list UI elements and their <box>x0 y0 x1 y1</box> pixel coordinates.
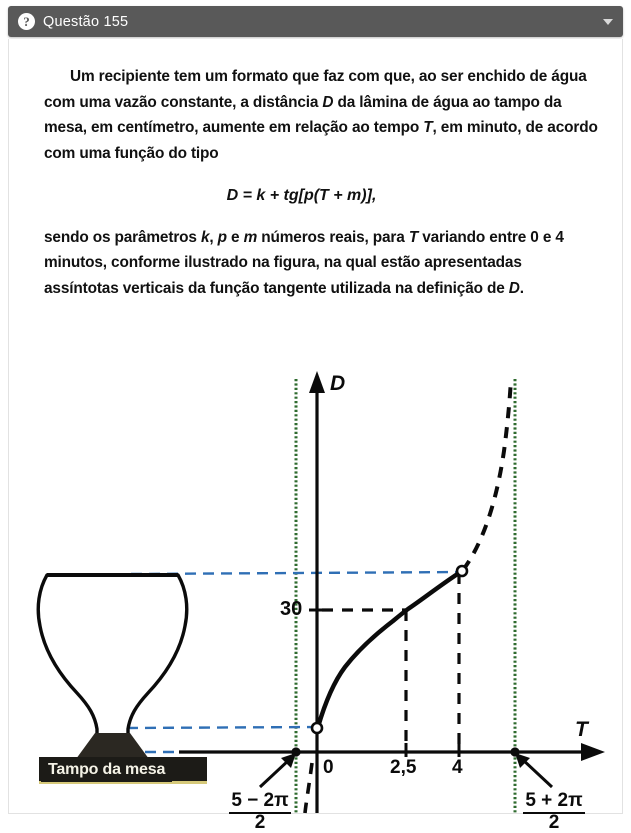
goblet-shaped-container-outline <box>38 575 187 735</box>
chevron-down-icon[interactable] <box>603 19 613 25</box>
asymptote-right-denominator: 2 <box>548 811 560 833</box>
formula-display <box>44 183 599 209</box>
statement-p1-c: , em minuto, de acordo com uma função do tipo <box>44 119 598 162</box>
pointer-arrow-left-shaft <box>260 759 290 787</box>
statement-paragraph-2 <box>44 225 599 302</box>
table-top-caption: Tampo da mesa <box>41 759 172 784</box>
guide-line-top <box>131 572 465 574</box>
question-body-panel <box>8 39 623 833</box>
var-p: p <box>217 228 227 246</box>
var-T-2: T <box>408 228 419 246</box>
figure-graph-and-vessel <box>9 331 622 833</box>
question-header-bar[interactable] <box>8 6 623 37</box>
table-top-wedge <box>76 733 149 759</box>
pointer-arrow-right-shaft <box>522 759 552 787</box>
asymptote-right-numerator: 5 + 2π <box>523 790 584 814</box>
curve-main-solid <box>318 571 462 727</box>
asymptote-right-label <box>509 791 599 833</box>
curve-branch-lower-dashed <box>305 763 312 813</box>
statement-p1-b: da lâmina de água ao tampo da mesa, em centímetro, aumente em relação ao tempo <box>44 93 562 136</box>
curve-end-open-circle <box>457 566 467 576</box>
asymptote-left-label <box>215 791 305 833</box>
asymptote-left-numerator: 5 − 2π <box>229 790 290 814</box>
axis-D-label: D <box>330 372 346 395</box>
axis-T-arrowhead <box>581 743 605 761</box>
statement-p2-c: variando entre 0 e 4 minutos, conforme ilustrado na figura, na qual estão apresentadas assíntotas verticais da função tangente utilizada na definição de <box>44 228 564 297</box>
x-tick-label-0: 0 <box>323 757 334 778</box>
curve-start-open-circle <box>312 723 322 733</box>
question-statement <box>44 64 599 301</box>
axis-D-arrowhead <box>309 371 325 393</box>
help-circle-icon: ? <box>18 13 35 30</box>
x-tick-label-2-5: 2,5 <box>390 757 417 778</box>
var-D-1: D <box>322 93 334 111</box>
sep-1: , <box>209 228 218 246</box>
asymptote-left-denominator: 2 <box>254 811 266 833</box>
formula-text: D = k + tg[p(T + m)], <box>226 187 377 204</box>
statement-p1-a: Um recipiente tem um formato que faz com que, ao ser enchido de água com uma vazão constante, a distância <box>44 68 587 111</box>
x-tick-label-4: 4 <box>452 757 463 778</box>
var-D-2: D <box>508 279 520 297</box>
guide-line-origin <box>127 727 321 728</box>
var-T-1: T <box>423 119 433 136</box>
statement-p2-b: números reais, para <box>257 228 409 246</box>
figure-svg <box>9 331 622 813</box>
axis-T-label: T <box>575 718 588 741</box>
curve-branch-upper-dashed <box>463 379 511 570</box>
statement-p2-a: sendo os parâmetros <box>44 228 201 246</box>
statement-p2-end: . <box>519 279 524 297</box>
statement-paragraph-1 <box>44 64 599 166</box>
y-tick-label-30: 30 <box>280 598 303 620</box>
var-k: k <box>200 228 210 246</box>
var-m: m <box>243 228 258 246</box>
header-title: Questão 155 <box>43 13 129 30</box>
sep-2: e <box>226 228 244 246</box>
